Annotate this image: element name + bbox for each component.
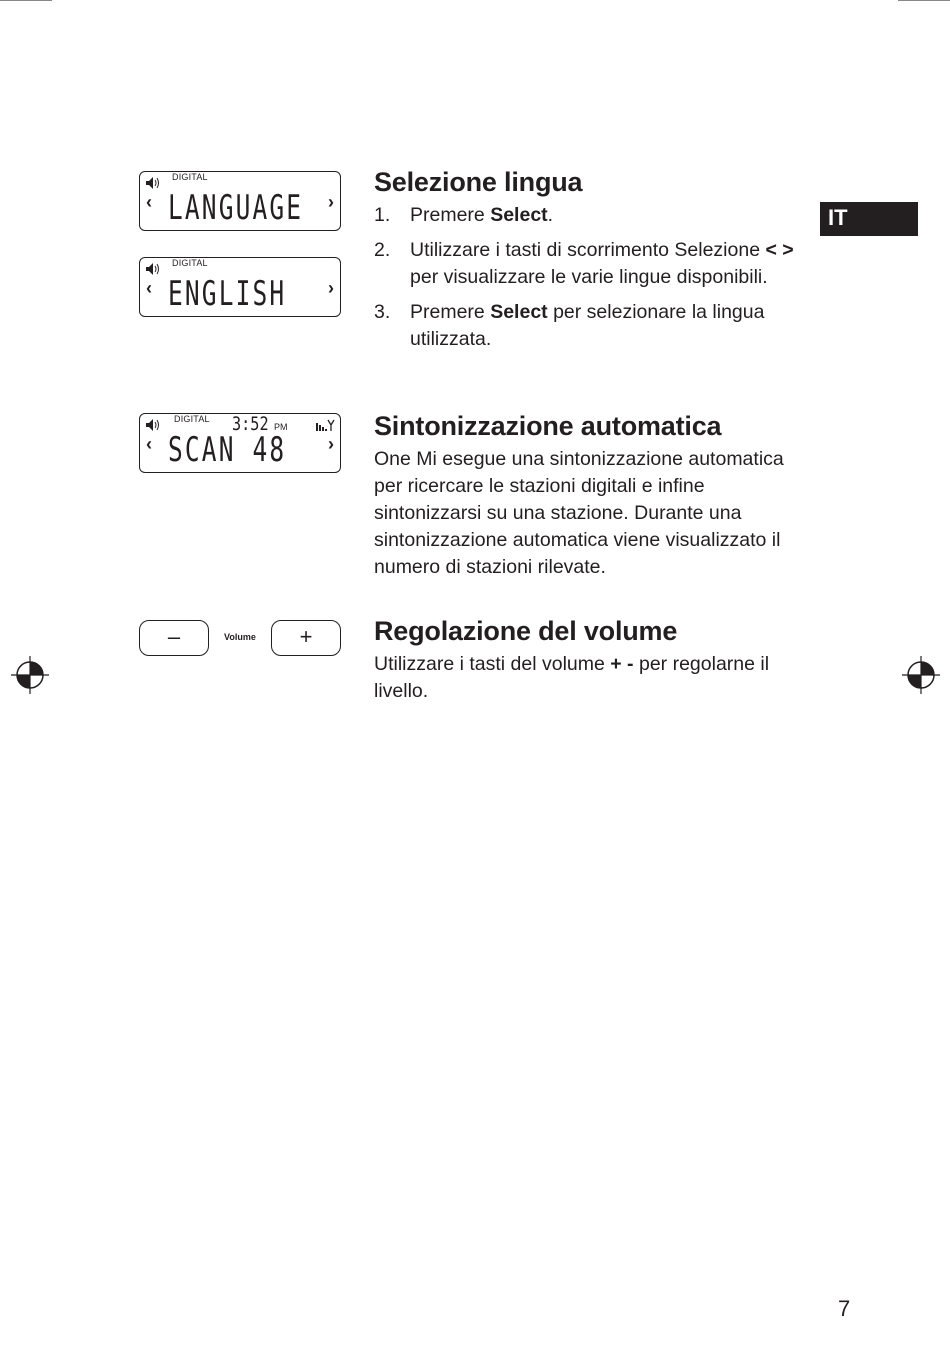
crop-mark-right xyxy=(898,0,950,1)
lcd-display-english xyxy=(139,257,341,317)
step-bold: < > xyxy=(765,239,794,261)
chevron-left-icon: ‹ xyxy=(146,278,152,298)
step-text: Premere xyxy=(410,204,491,226)
step-text: per selezionare la lingua utilizzata. xyxy=(410,301,765,350)
step-item xyxy=(374,202,804,229)
digital-tag: DIGITAL xyxy=(172,172,208,182)
registration-mark-icon xyxy=(11,656,49,694)
chevron-left-icon: ‹ xyxy=(146,192,152,212)
step-text: Premere xyxy=(410,301,491,323)
section-title-sintonizzazione: Sintonizzazione automatica xyxy=(374,411,722,441)
step-number: 1. xyxy=(374,204,391,226)
registration-mark-icon xyxy=(902,656,940,694)
volume-down-button[interactable]: – xyxy=(139,620,209,656)
text-span: Utilizzare i tasti del volume xyxy=(374,653,611,675)
chevron-right-icon: › xyxy=(328,278,334,298)
steps-list xyxy=(374,202,804,361)
volume-up-button[interactable]: + xyxy=(271,620,341,656)
clock-ampm: PM xyxy=(274,422,288,432)
speaker-icon xyxy=(145,262,163,276)
text-span: per regolarne il livello. xyxy=(374,653,770,702)
lcd-text: ENGLISH xyxy=(168,274,287,314)
speaker-icon xyxy=(145,176,163,190)
step-text: Utilizzare i tasti di scorrimento Selezione xyxy=(410,239,766,261)
section-title-volume: Regolazione del volume xyxy=(374,616,678,646)
step-text: per visualizzare le varie lingue disponibili. xyxy=(410,266,768,288)
section-title-lingua: Selezione lingua xyxy=(374,167,583,197)
step-number: 3. xyxy=(374,301,391,323)
clock-time: 3:52 xyxy=(232,413,269,435)
step-text: . xyxy=(547,204,554,226)
volume-label: Volume xyxy=(224,632,256,642)
lcd-display-language xyxy=(139,171,341,231)
step-number: 2. xyxy=(374,239,391,261)
step-bold: Select xyxy=(490,204,548,226)
text-bold: + - xyxy=(610,653,634,675)
lcd-display-scan xyxy=(139,413,341,473)
step-item xyxy=(374,299,804,353)
digital-tag: DIGITAL xyxy=(172,258,208,268)
section-text-volume xyxy=(374,651,804,705)
language-tab: IT xyxy=(820,202,918,236)
step-bold: Select xyxy=(490,301,548,323)
signal-icon xyxy=(316,419,336,431)
section-text-sintonizzazione: One Mi esegue una sintonizzazione automatica per ricercare le stazioni digitali e infine sintonizzarsi su una stazione. Durante una sintonizzazione automatica viene visualizzato il numero di stazioni rilevate. xyxy=(374,448,784,578)
step-item xyxy=(374,237,804,291)
crop-mark-left xyxy=(0,0,52,1)
lcd-text: LANGUAGE xyxy=(168,188,304,228)
chevron-right-icon: › xyxy=(328,192,334,212)
digital-tag: DIGITAL xyxy=(174,414,210,424)
chevron-right-icon: › xyxy=(328,434,334,454)
page-number: 7 xyxy=(838,1296,851,1321)
speaker-icon xyxy=(145,418,163,432)
lcd-text: SCAN 48 xyxy=(168,430,287,470)
chevron-left-icon: ‹ xyxy=(146,434,152,454)
